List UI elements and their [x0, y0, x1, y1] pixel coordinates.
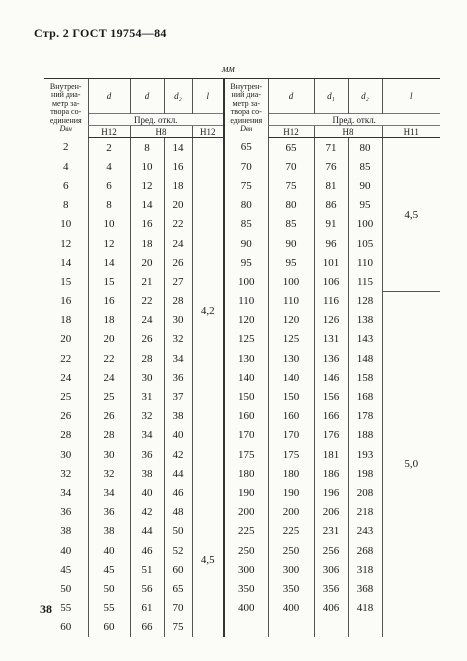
- cell-d1-left: 31: [130, 387, 164, 406]
- table-body: [44, 138, 440, 637]
- table-row-9: [44, 292, 440, 311]
- cell-d1-right: 306: [314, 560, 348, 579]
- cell-d2-left: 65: [164, 579, 192, 598]
- table-row-17: [44, 445, 440, 464]
- cell-d2-left: 40: [164, 426, 192, 445]
- cell-d2-right: 85: [348, 157, 382, 176]
- cell-d-right: 225: [268, 522, 314, 541]
- cell-dn-right: 95: [224, 253, 268, 272]
- cell-d2-left: 70: [164, 599, 192, 618]
- cell-dn-right: 90: [224, 234, 268, 253]
- cell-d1-left: 22: [130, 292, 164, 311]
- cell-d1-left: 10: [130, 157, 164, 176]
- cell-d-right: 125: [268, 330, 314, 349]
- cell-l-right-group-1: 4,5: [382, 138, 440, 292]
- cell-d1-left: 14: [130, 196, 164, 215]
- col-header-d-right: d: [268, 79, 314, 114]
- table-row-8: [44, 272, 440, 291]
- cell-d2-right: 368: [348, 579, 382, 598]
- cell-dn-right: [224, 618, 268, 637]
- col-header-d2-left: d₂: [164, 79, 192, 114]
- cell-d1-right: 181: [314, 445, 348, 464]
- cell-d1-left: 66: [130, 618, 164, 637]
- col-header-l-right: l: [382, 79, 440, 114]
- cell-d2-left: 20: [164, 196, 192, 215]
- cell-dn-left: 36: [60, 506, 72, 519]
- cell-d-right: 95: [268, 253, 314, 272]
- cell-dn-right: 80: [224, 196, 268, 215]
- cell-d2-left: 28: [164, 292, 192, 311]
- cell-d-right: 200: [268, 503, 314, 522]
- cell-d2-left: 16: [164, 157, 192, 176]
- cell-d-left: 45: [88, 560, 130, 579]
- table-row-10: [44, 311, 440, 330]
- cell-d1-right: 406: [314, 599, 348, 618]
- cell-dn-left: 55: [60, 602, 72, 615]
- cell-dn-right: 400: [224, 599, 268, 618]
- cell-d2-left: 36: [164, 368, 192, 387]
- cell-d1-left: 51: [130, 560, 164, 579]
- cell-d2-left: 14: [164, 138, 192, 158]
- cell-d1-right: 106: [314, 272, 348, 291]
- cell-d1-left: 8: [130, 138, 164, 158]
- cell-d1-right: 86: [314, 196, 348, 215]
- table-row-13: [44, 368, 440, 387]
- table-row-14: [44, 387, 440, 406]
- cell-d2-right: 100: [348, 215, 382, 234]
- tol-h12-left: H12: [88, 126, 130, 138]
- cell-d1-right: 256: [314, 541, 348, 560]
- cell-d1-right: 96: [314, 234, 348, 253]
- cell-dn-right: 110: [224, 292, 268, 311]
- cell-dn-right: 70: [224, 157, 268, 176]
- cell-d-left: 20: [88, 330, 130, 349]
- cell-d-left: 36: [88, 503, 130, 522]
- cell-d1-left: 44: [130, 522, 164, 541]
- cell-d2-right: 418: [348, 599, 382, 618]
- cell-d2-right: 193: [348, 445, 382, 464]
- cell-dn-right: 180: [224, 464, 268, 483]
- cell-dn-left: 22: [60, 352, 72, 365]
- cell-d-right: 350: [268, 579, 314, 598]
- cell-d1-right: 356: [314, 579, 348, 598]
- cell-d-right: 180: [268, 464, 314, 483]
- cell-dn-right: 160: [224, 407, 268, 426]
- cell-d1-left: 16: [130, 215, 164, 234]
- cell-d-left: 8: [88, 196, 130, 215]
- cell-dn-left: 26: [60, 410, 72, 423]
- cell-d2-right: 178: [348, 407, 382, 426]
- cell-d1-left: 12: [130, 176, 164, 195]
- table-row-19: [44, 483, 440, 502]
- cell-d2-left: 42: [164, 445, 192, 464]
- cell-d2-right: 143: [348, 330, 382, 349]
- table-row-11: [44, 330, 440, 349]
- cell-d-left: 12: [88, 234, 130, 253]
- cell-l-left-group-2: 4,5: [192, 483, 224, 637]
- cell-d-left: 40: [88, 541, 130, 560]
- cell-dn-left: 4: [63, 160, 69, 173]
- tol-h12-left-l: H12: [192, 126, 224, 138]
- cell-d-right: 65: [268, 138, 314, 158]
- cell-dn-left: 6: [63, 179, 69, 192]
- cell-d-left: 28: [88, 426, 130, 445]
- cell-d-left: 18: [88, 311, 130, 330]
- table-row-18: [44, 464, 440, 483]
- cell-d2-left: 18: [164, 176, 192, 195]
- cell-d1-right: 76: [314, 157, 348, 176]
- cell-d2-right: 158: [348, 368, 382, 387]
- cell-d2-right: 115: [348, 272, 382, 291]
- cell-d1-left: 18: [130, 234, 164, 253]
- cell-d-right: 250: [268, 541, 314, 560]
- cell-dn-right: 130: [224, 349, 268, 368]
- cell-d1-right: 231: [314, 522, 348, 541]
- cell-d2-left: 50: [164, 522, 192, 541]
- cell-d-left: 22: [88, 349, 130, 368]
- col-header-l-left: l: [192, 79, 224, 114]
- cell-d1-left: 42: [130, 503, 164, 522]
- cell-d1-right: 186: [314, 464, 348, 483]
- cell-d1-right: 176: [314, 426, 348, 445]
- cell-d1-right: 156: [314, 387, 348, 406]
- cell-d-left: 38: [88, 522, 130, 541]
- cell-d2-left: 46: [164, 483, 192, 502]
- table-row-4: [44, 196, 440, 215]
- table-row-20: [44, 503, 440, 522]
- cell-d-right: 75: [268, 176, 314, 195]
- cell-dn-right: 350: [224, 579, 268, 598]
- cell-d-right: 100: [268, 272, 314, 291]
- cell-dn-left: 2: [63, 141, 69, 154]
- cell-d-left: 10: [88, 215, 130, 234]
- cell-dn-left: 50: [60, 582, 72, 595]
- cell-dn-left: 14: [60, 256, 72, 269]
- table-row-15: [44, 407, 440, 426]
- cell-dn-left: 25: [60, 391, 72, 404]
- cell-dn-right: 120: [224, 311, 268, 330]
- cell-d1-right: 116: [314, 292, 348, 311]
- cell-d2-right: 90: [348, 176, 382, 195]
- cell-dn-right: 225: [224, 522, 268, 541]
- cell-d-right: 120: [268, 311, 314, 330]
- cell-d1-right: 81: [314, 176, 348, 195]
- cell-dn-left: 40: [60, 544, 72, 557]
- cell-d2-right: 218: [348, 503, 382, 522]
- cell-d1-left: 30: [130, 368, 164, 387]
- cell-dn-right: 175: [224, 445, 268, 464]
- cell-d1-left: 34: [130, 426, 164, 445]
- cell-d-left: 55: [88, 599, 130, 618]
- cell-d-right: 90: [268, 234, 314, 253]
- cell-d1-right: 166: [314, 407, 348, 426]
- cell-d2-right: 318: [348, 560, 382, 579]
- cell-d1-right: 101: [314, 253, 348, 272]
- cell-dn-left: 34: [60, 486, 72, 499]
- cell-d1-left: 40: [130, 483, 164, 502]
- cell-dn-left: 38: [60, 525, 72, 538]
- cell-d-left: 34: [88, 483, 130, 502]
- cell-d2-right: 168: [348, 387, 382, 406]
- cell-d2-left: 48: [164, 503, 192, 522]
- page-number: 38: [40, 602, 52, 616]
- cell-d1-left: 36: [130, 445, 164, 464]
- cell-d1-left: 38: [130, 464, 164, 483]
- cell-d2-right: 243: [348, 522, 382, 541]
- cell-d-right: 175: [268, 445, 314, 464]
- cell-d2-left: 27: [164, 272, 192, 291]
- cell-d2-left: 22: [164, 215, 192, 234]
- cell-dn-left: 18: [60, 314, 72, 327]
- cell-d2-left: 34: [164, 349, 192, 368]
- cell-d2-right: 188: [348, 426, 382, 445]
- cell-d-right: 150: [268, 387, 314, 406]
- cell-dn-left: 24: [60, 371, 72, 384]
- table-row-26: [44, 618, 440, 637]
- cell-d-left: 24: [88, 368, 130, 387]
- table-row-16: [44, 426, 440, 445]
- cell-d2-right: 148: [348, 349, 382, 368]
- table-row-6: [44, 234, 440, 253]
- cell-d1-left: 28: [130, 349, 164, 368]
- table-row-22: [44, 541, 440, 560]
- cell-dn-left: 10: [60, 218, 72, 231]
- cell-d-right: 70: [268, 157, 314, 176]
- col-header-inner-diameter-left: Внутрен-ний диа-метр за-твора со-единения Dвн: [44, 79, 88, 138]
- table-row-3: [44, 176, 440, 195]
- page-header: Стр. 2 ГОСТ 19754—84: [34, 26, 167, 40]
- cell-d-right: 80: [268, 196, 314, 215]
- cell-d1-left: 56: [130, 579, 164, 598]
- cell-d-right: 190: [268, 483, 314, 502]
- cell-d1-left: 61: [130, 599, 164, 618]
- cell-d-right: 400: [268, 599, 314, 618]
- tol-h8-right: H8: [314, 126, 382, 138]
- cell-dn-right: 170: [224, 426, 268, 445]
- col-header-inner-diameter-right: Внутрен-ний диа-метр за-твора со-единения Dвн: [224, 79, 268, 138]
- cell-d2-right: 138: [348, 311, 382, 330]
- table-row-1: [44, 138, 440, 158]
- cell-d1-right: 126: [314, 311, 348, 330]
- cell-d-right: [268, 618, 314, 637]
- cell-d-left: 6: [88, 176, 130, 195]
- cell-l-right-group-2: 5,0: [382, 292, 440, 637]
- cell-d2-left: 52: [164, 541, 192, 560]
- cell-dn-left: 8: [63, 199, 69, 212]
- cell-d1-left: 46: [130, 541, 164, 560]
- table-row-21: [44, 522, 440, 541]
- cell-d-left: 2: [88, 138, 130, 158]
- cell-d2-left: 75: [164, 618, 192, 637]
- cell-d1-right: 136: [314, 349, 348, 368]
- cell-dn-right: 85: [224, 215, 268, 234]
- cell-d1-right: [314, 618, 348, 637]
- cell-d1-right: 196: [314, 483, 348, 502]
- cell-d1-left: 24: [130, 311, 164, 330]
- cell-d-right: 110: [268, 292, 314, 311]
- table-row-24: [44, 579, 440, 598]
- cell-dn-right: 200: [224, 503, 268, 522]
- cell-dn-left: 60: [60, 621, 72, 634]
- table-row-23: [44, 560, 440, 579]
- cell-d1-right: 146: [314, 368, 348, 387]
- cell-d2-left: 26: [164, 253, 192, 272]
- table-row-2: [44, 157, 440, 176]
- cell-d2-left: 38: [164, 407, 192, 426]
- cell-dn-right: 190: [224, 483, 268, 502]
- cell-d2-left: 37: [164, 387, 192, 406]
- cell-d-right: 170: [268, 426, 314, 445]
- cell-dn-right: 100: [224, 272, 268, 291]
- cell-dn-left: 45: [60, 563, 72, 576]
- cell-d2-right: 128: [348, 292, 382, 311]
- cell-d2-right: 268: [348, 541, 382, 560]
- cell-d-left: 30: [88, 445, 130, 464]
- cell-dn-left: 20: [60, 333, 72, 346]
- cell-d2-right: 198: [348, 464, 382, 483]
- cell-dn-left: 30: [60, 448, 72, 461]
- cell-l-left-group-1: 4,2: [192, 138, 224, 484]
- cell-d-left: 16: [88, 292, 130, 311]
- tol-h12-right: H12: [268, 126, 314, 138]
- cell-d2-left: 60: [164, 560, 192, 579]
- table-row-25: [44, 599, 440, 618]
- cell-d2-left: 30: [164, 311, 192, 330]
- cell-d-right: 300: [268, 560, 314, 579]
- cell-d2-right: 80: [348, 138, 382, 158]
- cell-dn-right: 125: [224, 330, 268, 349]
- cell-d2-left: 24: [164, 234, 192, 253]
- unit-label: мм: [222, 64, 235, 75]
- cell-dn-right: 75: [224, 176, 268, 195]
- cell-d1-right: 71: [314, 138, 348, 158]
- cell-dn-left: 16: [60, 295, 72, 308]
- cell-d2-right: [348, 618, 382, 637]
- cell-d-right: 85: [268, 215, 314, 234]
- cell-dn-right: 250: [224, 541, 268, 560]
- cell-d1-left: 21: [130, 272, 164, 291]
- tolerance-label-left: Пред. откл.: [88, 114, 224, 126]
- cell-dn-left: 32: [60, 467, 72, 480]
- cell-d-right: 160: [268, 407, 314, 426]
- cell-dn-left: 15: [60, 275, 72, 288]
- table-row-12: [44, 349, 440, 368]
- cell-d-left: 15: [88, 272, 130, 291]
- cell-d1-left: 26: [130, 330, 164, 349]
- cell-d1-right: 206: [314, 503, 348, 522]
- cell-d1-right: 131: [314, 330, 348, 349]
- table-row-7: [44, 253, 440, 272]
- cell-dn-left: 12: [60, 237, 72, 250]
- tol-h8-left: H8: [130, 126, 192, 138]
- cell-dn-right: 140: [224, 368, 268, 387]
- dimensions-table: [44, 78, 440, 637]
- table-header: [44, 79, 440, 138]
- cell-d-left: 50: [88, 579, 130, 598]
- cell-d2-right: 105: [348, 234, 382, 253]
- cell-d-left: 26: [88, 407, 130, 426]
- cell-d-left: 32: [88, 464, 130, 483]
- table-row-5: [44, 215, 440, 234]
- col-header-d-left: d: [88, 79, 130, 114]
- col-header-d-left-2: d: [130, 79, 164, 114]
- cell-dn-right: 150: [224, 387, 268, 406]
- cell-d-left: 25: [88, 387, 130, 406]
- col-header-d2-right: d₂: [348, 79, 382, 114]
- cell-dn-right: 65: [224, 138, 268, 158]
- cell-d-left: 4: [88, 157, 130, 176]
- tol-h11-right: H11: [382, 126, 440, 138]
- cell-d-right: 140: [268, 368, 314, 387]
- cell-d-right: 130: [268, 349, 314, 368]
- cell-d2-right: 95: [348, 196, 382, 215]
- cell-d1-left: 20: [130, 253, 164, 272]
- cell-d2-right: 110: [348, 253, 382, 272]
- cell-dn-right: 300: [224, 560, 268, 579]
- cell-d1-right: 91: [314, 215, 348, 234]
- cell-d-left: 14: [88, 253, 130, 272]
- cell-dn-left: 28: [60, 429, 72, 442]
- cell-d2-right: 208: [348, 483, 382, 502]
- cell-d1-left: 32: [130, 407, 164, 426]
- cell-d-left: 60: [88, 618, 130, 637]
- cell-d2-left: 32: [164, 330, 192, 349]
- col-header-d1-right: d₁: [314, 79, 348, 114]
- cell-d2-left: 44: [164, 464, 192, 483]
- tolerance-label-right: Пред. откл.: [268, 114, 440, 126]
